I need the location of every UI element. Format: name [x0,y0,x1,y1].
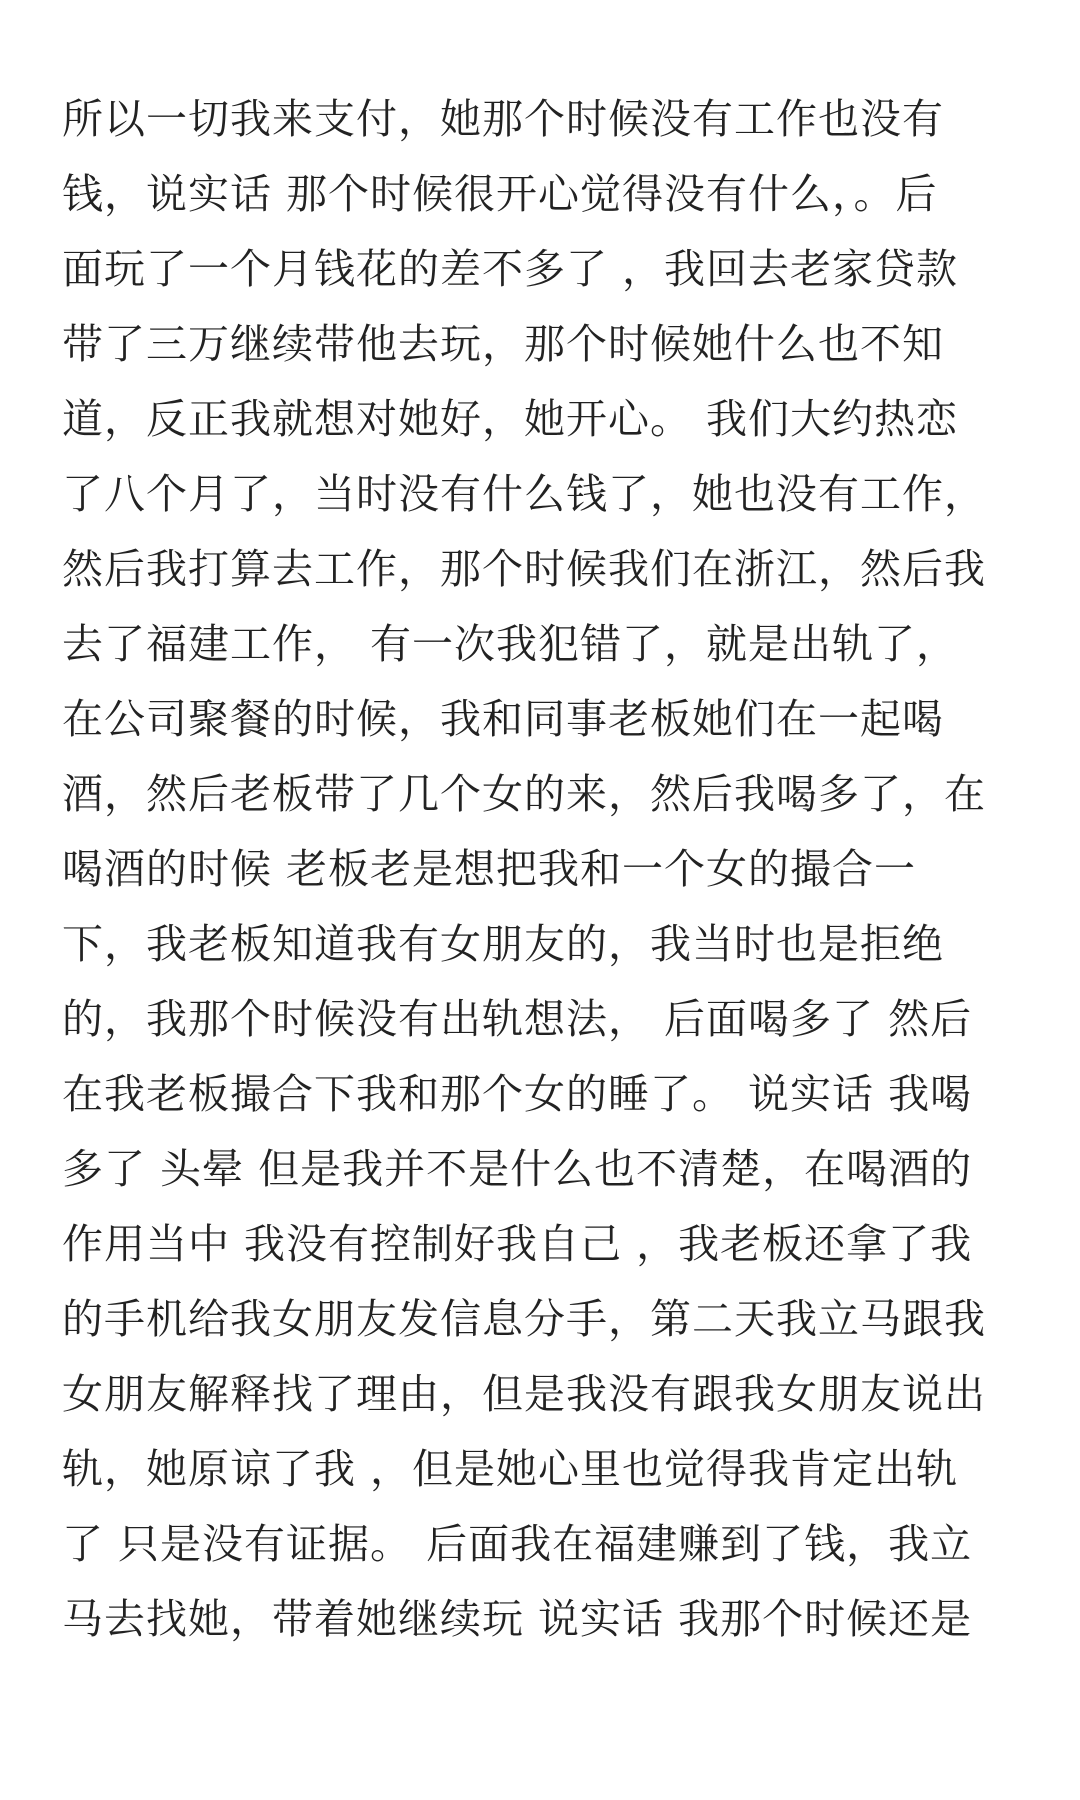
text-line: 带了三万继续带他去玩，那个时候她什么也不知 [62,320,944,368]
text-line: 作用当中 我没有控制好我自己 ，我老板还拿了我 [62,1220,973,1268]
article-body [62,82,1022,1657]
text-line: 的手机给我女朋友发信息分手，第二天我立马跟我 [62,1295,986,1343]
text-line: 喝酒的时候 老板老是想把我和一个女的撮合一 [62,845,917,893]
text-line: 轨，她原谅了我 ，但是她心里也觉得我肯定出轨 [62,1445,959,1493]
text-line: 了 只是没有证据。 后面我在福建赚到了钱，我立 [62,1520,973,1568]
text-line: 钱，说实话 那个时候很开心觉得没有什么，。后 [62,170,938,218]
text-line: 去了福建工作， 有一次我犯错了，就是出轨了， [62,620,959,668]
text-line: 酒，然后老板带了几个女的来，然后我喝多了，在 [62,770,986,818]
text-line: 在我老板撮合下我和那个女的睡了。 说实话 我喝 [62,1070,973,1118]
text-line: 所以一切我来支付，她那个时候没有工作也没有 [62,95,944,143]
text-line: 在公司聚餐的时候，我和同事老板她们在一起喝 [62,695,944,743]
text-line: 下，我老板知道我有女朋友的，我当时也是拒绝 [62,920,944,968]
text-line: 道，反正我就想对她好，她开心。 我们大约热恋 [62,395,959,443]
text-line: 的，我那个时候没有出轨想法， 后面喝多了 然后 [62,995,973,1043]
text-line: 马去找她，带着她继续玩 说实话 我那个时候还是 [62,1595,973,1643]
text-line: 了八个月了，当时没有什么钱了，她也没有工作， [62,470,986,518]
text-line: 女朋友解释找了理由，但是我没有跟我女朋友说出 [62,1370,986,1418]
text-line: 多了 头晕 但是我并不是什么也不清楚，在喝酒的 [62,1145,973,1193]
text-line: 然后我打算去工作，那个时候我们在浙江，然后我 [62,545,986,593]
text-line: 面玩了一个月钱花的差不多了 ，我回去老家贷款 [62,245,959,293]
